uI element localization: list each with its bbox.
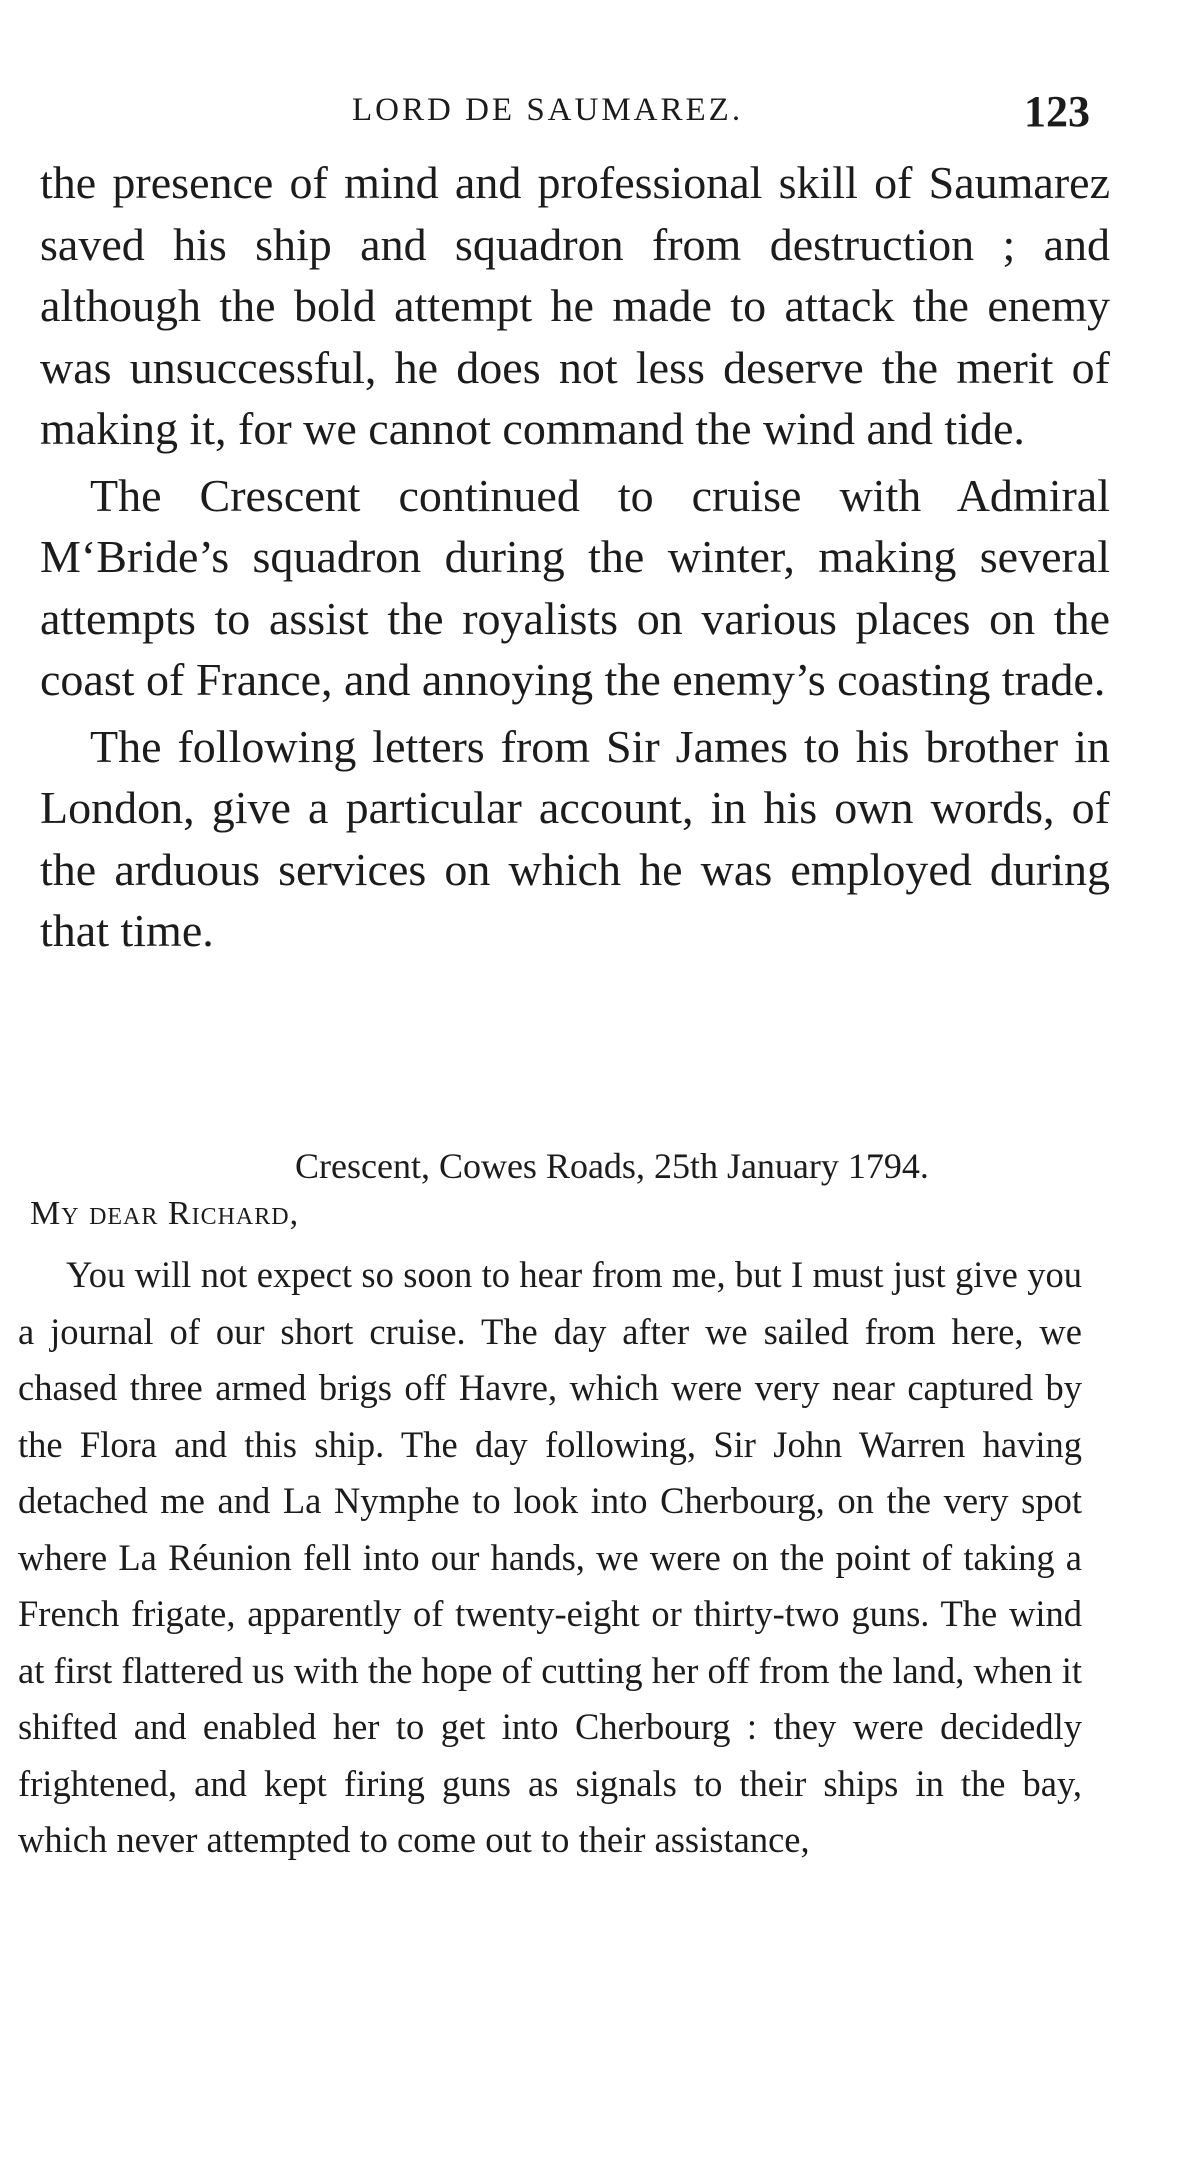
letter-salutation: My dear Richard, (30, 1195, 300, 1232)
paragraph-continuation: the presence of mind and professional skill of Saumarez saved his ship and squadron from destruction ; and although the bold attempt he made to attack the enemy was unsuccessful, he does not less deserve the merit of making it, for we cannot command the wind and tide. (40, 157, 1110, 454)
paragraph-crescent-cruise: The Crescent continued to cruise with Admiral M‘Bride’s squadron during the winter, making several attempts to assist the royalists on various places on the coast of France, and annoying the enemy’s coasting trade. (40, 469, 1110, 705)
running-title: LORD DE SAUMAREZ. (352, 92, 744, 128)
letter-body: You will not expect so soon to hear from me, but I must just give you a journal of our short cruise. The day after we sailed from here, we chased three armed brigs off Havre, which were very near captured by the Flora and this ship. The day following, Sir John Warren having detached me and La Nymphe to look into Cherbourg, on the very spot where La Réunion fell into our hands, we were on the point of taking a French frigate, apparently of twenty-eight or thirty-two guns. The wind at first flattered us with the hope of cutting her off from the land, when it shifted and enabled her to get into Cherbourg : they were decidedly frightened, and kept firing guns as signals to their ships in the bay, which never attempted to come out to their assistance, (18, 1254, 1082, 1860)
letter-heading: Crescent, Cowes Roads, 25th January 1794. (295, 1146, 929, 1186)
body-text (40, 152, 1110, 962)
paragraph-letters-intro: The following letters from Sir James to his brother in London, give a particular account, in his own words, of the arduous services on which he was employed during that time. (40, 720, 1110, 956)
running-head (0, 86, 1204, 138)
page-number: 123 (1024, 87, 1090, 136)
